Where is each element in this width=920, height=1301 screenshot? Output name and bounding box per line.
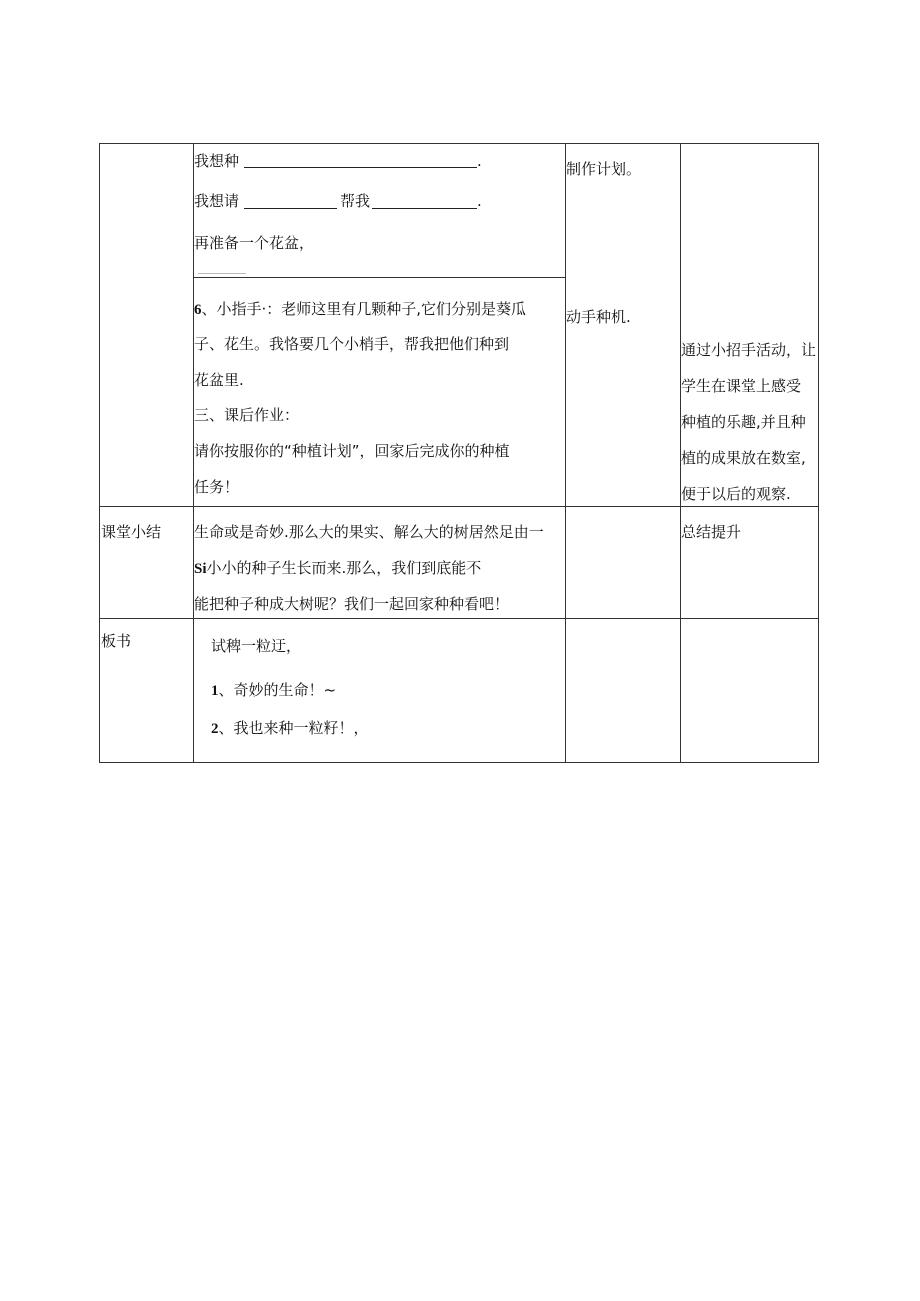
board-item-2-text: 、我也来种一粒籽！， [218,719,369,737]
helper-line-3: 花盆里. [194,371,244,389]
helper-text: 、小指手·：老师这里有几颗种子,它们分别是葵瓜 [201,300,527,318]
board-item-1-text: 、奇妙的生命！~ [218,681,337,699]
plan-wish-plant-label: 我想种 [194,152,240,170]
board-item-2-number: 2 [211,721,219,737]
summary-bold-fragment: Si [194,561,207,577]
plan-help-blank [372,208,477,209]
helper-number: 6 [194,302,202,318]
summary-line-1: 生命或是奇妙.那么大的果实、解么大的树居然足由一 [194,523,544,541]
purpose-line: 便于以后的观察. [681,485,791,503]
activity-make-plan: 制作计划。 [566,160,642,178]
board-label: 板书 [101,632,132,650]
helper-line-2: 子、花生。我恪要几个小梢手，帮我把他们种到 [194,335,510,353]
table-col-divider [565,143,566,763]
table-border-top [99,143,819,144]
plan-ask-blank [244,208,337,209]
helper-line-1 [194,299,526,320]
summary-intent: 总结提升 [681,523,742,541]
plan-wish-ask-end: . [477,192,482,210]
plan-wish-plant-blank [244,167,477,168]
board-item-2 [211,718,369,739]
table-row-divider [99,618,819,619]
table-row-divider [99,506,819,507]
purpose-line: 学生在课堂上感受 [681,377,802,395]
table-border-left [99,143,100,763]
summary-line-3: 能把种子种成大树呢？我们一起回家种种看吧！ [194,595,510,613]
plan-prepare-pot: 再准备一个花盆， [194,234,315,252]
purpose-line: 通过小招手活动，让 [681,341,817,359]
summary-line-2 [194,558,481,579]
cell-inner-divider [193,277,565,278]
summary-line-2-text: 小小的种子生长而来.那么，我们到底能不 [206,559,482,577]
board-title: 试稗一粒迂， [211,637,302,655]
purpose-line: 种植的乐趣,并且种 [681,413,806,431]
table-border-bottom [99,762,819,763]
plan-help-label: 帮我 [340,192,371,210]
plan-wish-plant-end: . [477,152,482,170]
cut-off-text-fragment [198,273,246,274]
board-item-1-number: 1 [211,683,219,699]
homework-line-1: 请你按服你的“种植计划”，回家后完成你的种植 [194,442,510,460]
plan-wish-ask-label: 我想请 [194,192,240,210]
table-border-right [818,143,819,763]
summary-label: 课堂小结 [101,523,162,541]
board-item-1 [211,680,336,701]
activity-hands-on: 动手种机. [566,308,631,326]
purpose-line: 植的成果放在数室, [681,449,806,467]
homework-line-2: 任务！ [194,478,240,496]
homework-heading: 三、课后作业： [194,406,300,424]
